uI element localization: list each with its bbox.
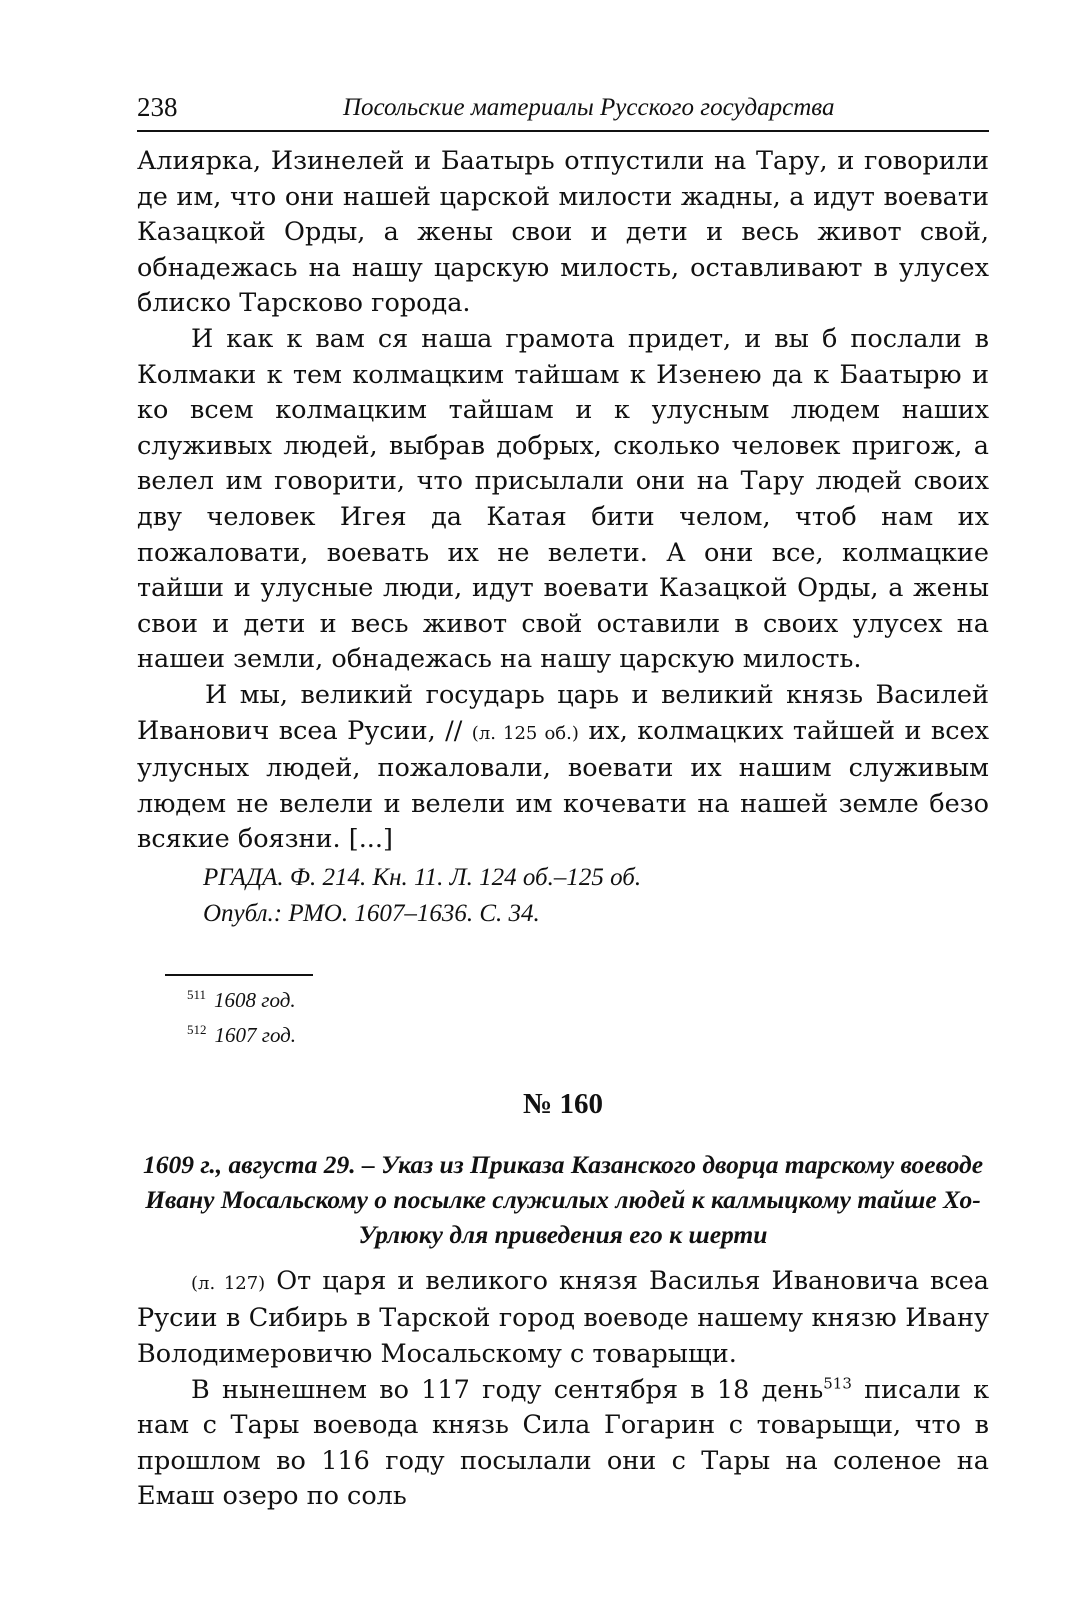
paragraph-4 — [137, 1264, 989, 1373]
paragraph-5 — [137, 1373, 989, 1515]
source-line: РГАДА. Ф. 214. Кн. 11. Л. 124 об.–125 об. — [203, 863, 642, 891]
paragraph-3 — [137, 678, 989, 858]
document-page — [137, 88, 989, 1515]
document-title: 1609 г., августа 29. – Указ из Приказа Казанского дворца тарскому воеводе Ивану Мосальскому о посылке служилых людей к калмыцкому тайше Хо-Урлюку для приведения его к шерти — [142, 1149, 984, 1249]
footnote-reference: 513 — [823, 1374, 852, 1393]
archive-source — [203, 860, 989, 932]
footnotes — [187, 980, 989, 1050]
paragraph-5-before: В нынешнем во 117 году сентября в 18 день — [191, 1374, 824, 1405]
footnote-divider — [165, 974, 313, 976]
source-line: Опубл.: РМО. 1607–1636. С. 34. — [203, 899, 540, 927]
document-number: № 160 — [523, 1087, 603, 1120]
footnote-mark: 511 — [187, 986, 207, 1002]
paragraph-4-text: От царя и великого князя Василья Ивановича всеа Русии в Сибирь в Тарской город воеводе нашему князю Ивану Володимеровичю Мосальскому с товарыщи. — [137, 1265, 989, 1370]
footnote-mark: 512 — [187, 1021, 207, 1037]
page-number: 238 — [137, 92, 178, 122]
paragraph-3-after: их, колмацких тайшей и всех улусных людей, пожаловали, воевати их нашим служивым людем не велели и велели им кочевати на нашей земле безо всякие боязни. [...] — [137, 715, 990, 855]
paragraph-5-after: писали к нам с Тары воевода князь Сила Гогарин с товарыщи, что в прошлом во 116 году посылали они с Тары на соленое на Емаш озеро по соль — [137, 1374, 990, 1512]
page-header — [137, 88, 989, 132]
running-title: Посольские материалы Русского государства — [343, 94, 835, 121]
paragraph-3-before: И мы, великий государь царь и великий князь Василей Иванович всеа Русии, // — [137, 679, 989, 746]
folio-marker: (л. 125 об.) — [471, 722, 579, 744]
paragraph-2: И как к вам ся наша грамота придет, и вы б послали в Колмаки к тем колмацким тайшам к Изенею да к Баатырю и ко всем колмацким тайшам и к улусным людем наших служивых людей, выбрав добрых, сколько человек пригож, а велел им говорити, что присылали они на Тару людей своих дву человек Игея да Катая бити челом, чтоб нам их пожаловати, воевать их не велети. А они все, колмацкие тайши и улусные люди, идут воевати Казацкой Орды, а жены свои и дети и весь живот свой оставили в своих улусех на нашеи земли, обнадежась на нашу царскую милость. — [137, 323, 989, 675]
footnote — [187, 980, 989, 1015]
footnote-text: 1607 год. — [214, 1022, 297, 1047]
footnote — [187, 1015, 989, 1050]
footnote-text: 1608 год. — [214, 987, 296, 1012]
folio-marker: (л. 127) — [191, 1272, 266, 1294]
paragraph-1: Алиярка, Изинелей и Баатырь отпустили на Тару, и говорили де им, что они нашей царской милости жадны, а идут воевати Казацкой Орды, а жены свои и дети и весь живот свой, обнадежась на нашу царскую милость, оставливают в улусех блиско Тарсково города. — [137, 146, 989, 319]
